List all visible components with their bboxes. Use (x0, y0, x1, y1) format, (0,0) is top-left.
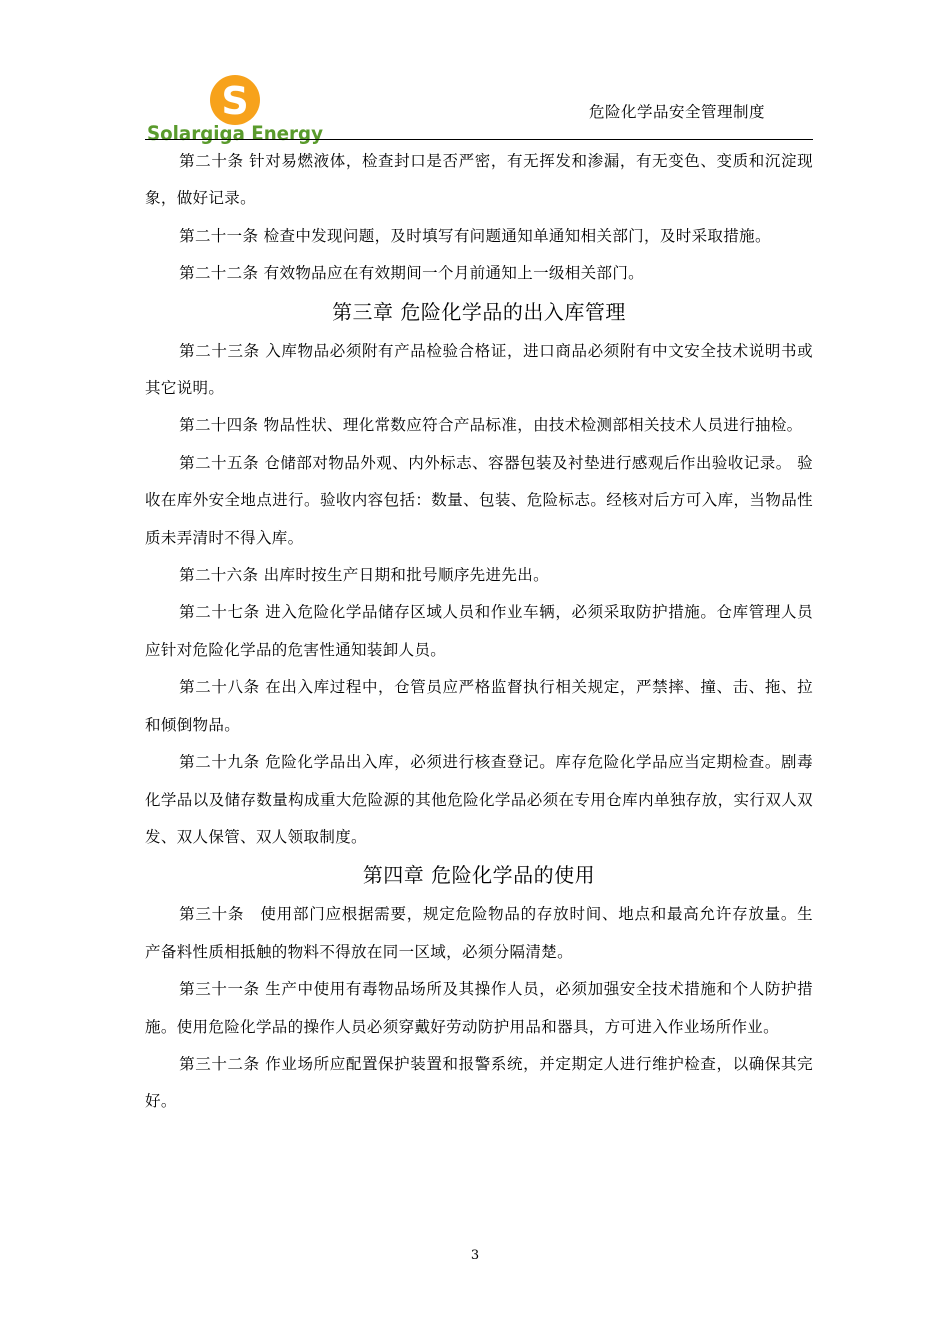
chapter-3-heading: 第三章 危险化学品的出入库管理 (332, 299, 626, 324)
article-22: 第二十二条 有效物品应在有效期间一个月前通知上一级相关部门。 (179, 264, 645, 283)
document-title: 危险化学品安全管理制度 (588, 103, 765, 121)
article-21: 第二十一条 检查中发现问题，及时填写有问题通知单通知相关部门，及时采取措施。 (179, 226, 771, 245)
article-29: 第二十九条 危险化学品出入库，必须进行核查登记。库存危险化学品应当定期检查。剧毒化学品以及储存数量构成重大危险源的其他危险化学品必须在专用仓库内单独存放，实行双人双发、双人保管、双人领取制度。 (145, 753, 813, 846)
article-24: 第二十四条 物品性状、理化常数应符合产品标准，由技术检测部相关技术人员进行抽检。 (179, 416, 803, 435)
article-27: 第二十七条 进入危险化学品储存区域人员和作业车辆，必须采取防护措施。仓库管理人员应针对危险化学品的危害性通知装卸人员。 (145, 603, 813, 659)
header-divider (145, 139, 813, 140)
logo-wordmark: Solargiga Energy (147, 122, 324, 144)
article-30: 第三十条 使用部门应根据需要，规定危险物品的存放时间、地点和最高允许存放量。生产备料性质相抵触的物料不得放在同一区域，必须分隔清楚。 (145, 905, 813, 961)
logo-letter: S (221, 79, 249, 123)
solargiga-logo-icon (145, 74, 330, 144)
article-28: 第二十八条 在出入库过程中，仓管员应严格监督执行相关规定，严禁摔、撞、击、拖、拉和倾倒物品。 (145, 678, 813, 734)
article-20: 第二十条 针对易燃液体，检查封口是否严密，有无挥发和渗漏，有无变色、变质和沉淀现象，做好记录。 (145, 152, 813, 208)
document-body (145, 143, 813, 1121)
article-23: 第二十三条 入库物品必须附有产品检验合格证，进口商品必须附有中文安全技术说明书或其它说明。 (145, 341, 813, 398)
chapter-4-heading: 第四章 危险化学品的使用 (362, 863, 596, 888)
article-31: 第三十一条 生产中使用有毒物品场所及其操作人员，必须加强安全技术措施和个人防护措施。使用危险化学品的操作人员必须穿戴好劳动防护用品和器具，方可进入作业场所作业。 (145, 980, 813, 1036)
article-25: 第二十五条 仓储部对物品外观、内外标志、容器包装及衬垫进行感观后作出验收记录。 验收在库外安全地点进行。验收内容包括：数量、包装、危险标志。经核对后方可入库，当物品性质未弄清时不得入库。 (145, 453, 813, 547)
page-header (145, 74, 813, 144)
article-26: 第二十六条 出库时按生产日期和批号顺序先进先出。 (179, 566, 549, 585)
page-number: 3 (470, 1248, 480, 1263)
article-32: 第三十二条 作业场所应配置保护装置和报警系统，并定期定人进行维护检查，以确保其完好。 (145, 1054, 813, 1111)
company-logo (145, 74, 330, 144)
